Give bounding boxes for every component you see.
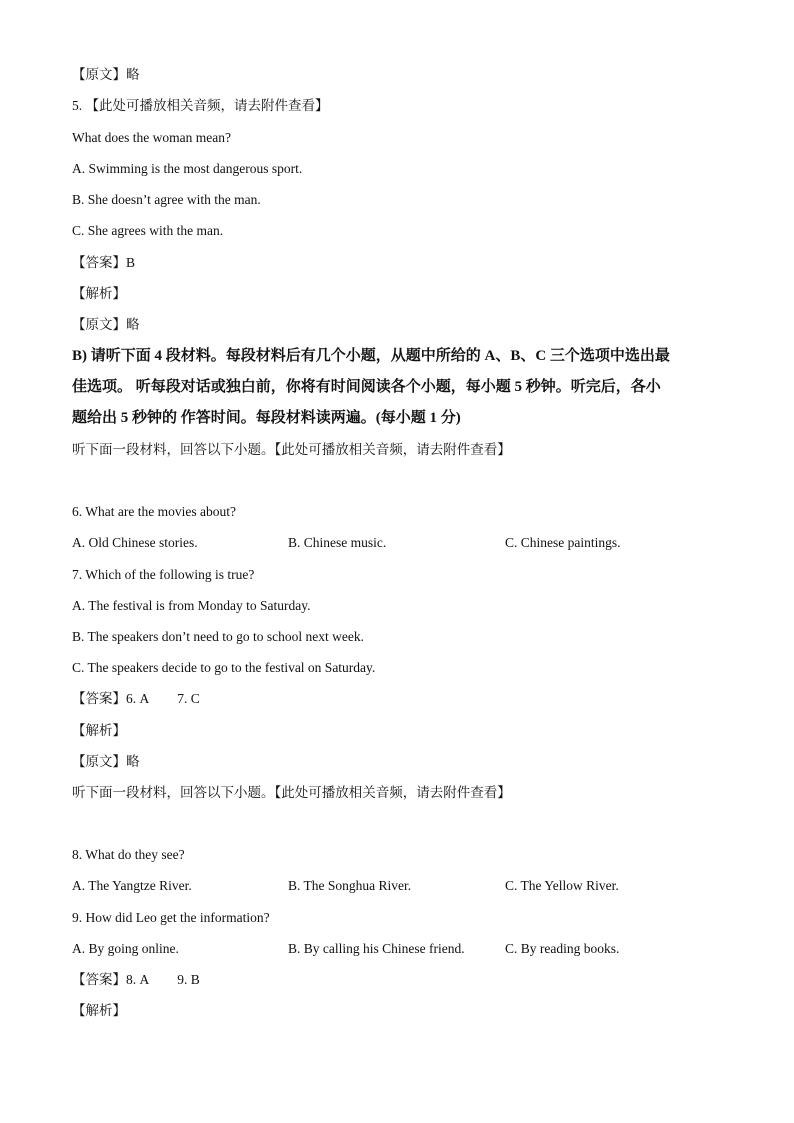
option-b: B. By calling his Chinese friend.	[288, 941, 465, 956]
analysis-label: 【解析】	[72, 286, 126, 302]
answer-line	[72, 971, 200, 989]
question-5-header: 5. 【此处可播放相关音频，请去附件查看】	[72, 98, 329, 113]
section-b-instructions-line2: 佳选项。 听每段对话或独白前，你将有时间阅读各个小题，每小题 5 秒钟。听完后，各小	[72, 379, 661, 395]
option-b: B. The Songhua River.	[288, 878, 412, 893]
option-c: C. By reading books.	[505, 941, 620, 956]
question-6-options	[72, 534, 712, 552]
analysis-label: 【解析】	[72, 1003, 126, 1019]
option-a: A. The Yangtze River.	[72, 878, 192, 893]
section-b-instructions-line3: 题给出 5 秒钟的 作答时间。每段材料读两遍。(每小题 1 分)	[72, 410, 461, 426]
listen-instruction: 听下面一段材料，回答以下小题。【此处可播放相关音频，请去附件查看】	[72, 785, 511, 800]
analysis-label: 【解析】	[72, 723, 126, 739]
option-a: A. Swimming is the most dangerous sport.	[72, 161, 303, 176]
option-b: B. The speakers don’t need to go to school next week.	[72, 629, 364, 644]
answer-7: 7. C	[177, 691, 200, 706]
question-9-options	[72, 940, 712, 958]
option-c: C. She agrees with the man.	[72, 223, 224, 238]
question-9-text: 9. How did Leo get the information?	[72, 910, 270, 925]
question-7-text: 7. Which of the following is true?	[72, 567, 255, 582]
question-6-text: 6. What are the movies about?	[72, 504, 236, 519]
answer-line	[72, 690, 200, 708]
listen-instruction: 听下面一段材料，回答以下小题。【此处可播放相关音频，请去附件查看】	[72, 442, 511, 457]
answer-9: 9. B	[177, 972, 200, 987]
option-a: A. By going online.	[72, 941, 179, 956]
question-8-options	[72, 877, 712, 895]
option-c: C. The Yellow River.	[505, 878, 619, 893]
option-a: A. Old Chinese stories.	[72, 535, 198, 550]
answer-label: 【答案】6. A	[72, 691, 150, 706]
original-text-label: 【原文】略	[72, 754, 140, 770]
option-b: B. She doesn’t agree with the man.	[72, 192, 261, 207]
original-text-label: 【原文】略	[72, 317, 140, 333]
option-c: C. Chinese paintings.	[505, 535, 621, 550]
answer-label: 【答案】8. A	[72, 972, 150, 987]
option-c: C. The speakers decide to go to the festival on Saturday.	[72, 660, 376, 675]
section-b-instructions-line1: B) 请听下面 4 段材料。每段材料后有几个小题，从题中所给的 A、B、C 三个选项中选出最	[72, 348, 670, 364]
option-a: A. The festival is from Monday to Saturday.	[72, 598, 311, 613]
answer-label: 【答案】B	[72, 255, 136, 270]
option-b: B. Chinese music.	[288, 535, 387, 550]
question-5-text: What does the woman mean?	[72, 130, 231, 145]
original-text-label: 【原文】略	[72, 67, 140, 83]
question-8-text: 8. What do they see?	[72, 847, 185, 862]
